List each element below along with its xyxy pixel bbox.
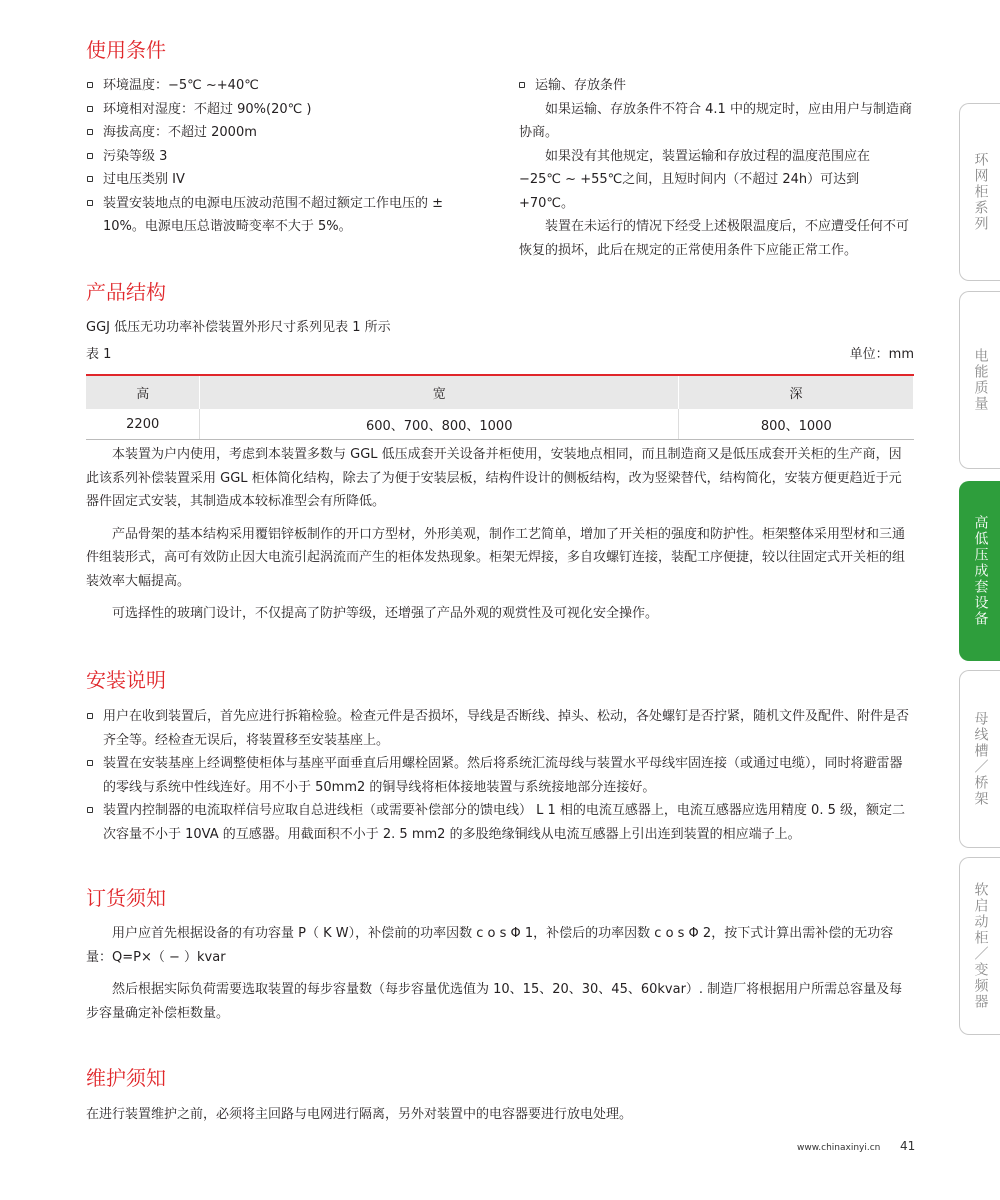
- header-width: 宽: [200, 375, 679, 409]
- usage-left-list: [86, 74, 486, 239]
- bullet-icon: [87, 713, 93, 719]
- side-tab-ring-main-unit[interactable]: [959, 103, 1000, 281]
- install-title: 安装说明: [86, 668, 166, 692]
- install-list: [86, 705, 914, 846]
- unit-label: 单位：mm: [849, 347, 914, 362]
- list-item: 用户在收到装置后，首先应进行拆箱检验。检查元件是否损坏，导线是否断线、掉头、松动，各处螺钉是否拧紧，随机文件及配件、附件是否齐全等。经检查无误后，将装置移至安装基座上。: [86, 705, 914, 752]
- bullet-icon: [87, 129, 93, 135]
- tab-label: 母线槽／桥架: [972, 711, 989, 807]
- list-item: 环境相对湿度：不超过 90%(20℃ ): [86, 98, 486, 122]
- bullet-icon: [87, 200, 93, 206]
- bullet-icon: [87, 807, 93, 813]
- structure-intro: GGJ 低压无功功率补偿装置外形尺寸系列见表 1 所示: [86, 320, 391, 335]
- table-label: 表 1: [86, 347, 112, 362]
- side-tab-busway-tray[interactable]: [959, 670, 1000, 848]
- side-tab-hv-lv-switchgear[interactable]: [959, 481, 1000, 661]
- header-depth: 深: [679, 375, 914, 409]
- maintain-title: 维护须知: [86, 1066, 166, 1090]
- order-body: [86, 922, 914, 1025]
- side-tab-power-quality[interactable]: [959, 291, 1000, 469]
- dimensions-table: [86, 374, 914, 440]
- table-cell: 800、1000: [679, 409, 914, 440]
- paragraph: 如果运输、存放条件不符合 4.1 中的规定时，应由用户与制造商协商。: [519, 101, 912, 140]
- tab-label: 电能质量: [972, 348, 989, 412]
- list-item: 装置内控制器的电流取样信号应取自总进线柜（或需要补偿部分的馈电线） L 1 相的电流互感器上，电流互感器应选用精度 0. 5 级，额定二次容量不小于 10VA 的互感器。用截面积不小于 2. 5 mm2 的多股绝缘铜线从电流互感器上引出连到装置的相应端子上。: [86, 799, 914, 846]
- page-number: 41: [900, 1139, 916, 1153]
- bullet-icon: [519, 82, 525, 88]
- structure-title: 产品结构: [86, 280, 166, 304]
- list-item: 过电压类别 IV: [86, 168, 486, 192]
- footer-url[interactable]: www.chinaxinyi.cn: [797, 1143, 881, 1153]
- table-header-row: [86, 375, 914, 409]
- structure-body: [86, 443, 914, 626]
- bullet-icon: [87, 153, 93, 159]
- paragraph: 如果没有其他规定，装置运输和存放过程的温度范围应在 −25℃ ~ +55℃之间，且短时间内（不超过 24h）可达到 +70℃。: [519, 148, 871, 211]
- paragraph: 可选择性的玻璃门设计，不仅提高了防护等级，还增强了产品外观的观赏性及可视化安全操作。: [112, 606, 659, 621]
- header-height: 高: [86, 375, 200, 409]
- usage-title: 使用条件: [86, 38, 166, 62]
- paragraph: 产品骨架的基本结构采用覆铝锌板制作的开口方型材，外形美观，制作工艺简单，增加了开关柜的强度和防护性。柜架整体采用型材和三通件组装形式，高可有效防止因大电流引起涡流而产生的柜体发热现象。柜架无焊接，多自攻螺钉连接，装配工序便捷，较以往固定式开关柜的组装效率大幅提高。: [86, 526, 906, 589]
- tab-label: 软启动柜／变频器: [972, 882, 989, 1010]
- list-item: 装置在安装基座上经调整使柜体与基座平面垂直后用螺栓固紧。然后将系统汇流母线与装置水平母线牢固连接（或通过电缆），同时将避雷器的零线与系统中性线连好。用不小于 50mm2 的铜导线将柜体接地装置与系统接地部分连接好。: [86, 752, 914, 799]
- bullet-icon: [87, 106, 93, 112]
- paragraph: 本装置为户内使用，考虑到本装置多数与 GGL 低压成套开关设备并柜使用，安装地点相同，而且制造商又是低压成套开关柜的生产商，因此该系列补偿装置采用 GGL 柜体简化结构，除去了为便于安装层板，结构件设计的侧板结构，改为竖梁替代，结构简化，安装方便更趋近于元器件固定式安装，其制造成本较标准型会有所降低。: [86, 447, 902, 509]
- tab-label: 高低压成套设备: [972, 515, 989, 627]
- table-cell: 600、700、800、1000: [200, 409, 679, 440]
- list-item: 污染等级 3: [86, 145, 486, 169]
- order-title: 订货须知: [86, 886, 166, 910]
- list-item: 环境温度：−5℃ ~+40℃: [86, 74, 486, 98]
- transport-heading: 运输、存放条件: [518, 74, 915, 98]
- list-item: 海拔高度：不超过 2000m: [86, 121, 486, 145]
- maintain-text: 在进行装置维护之前，必须将主回路与电网进行隔离，另外对装置中的电容器要进行放电处理。: [86, 1107, 633, 1122]
- side-tab-soft-starter-inverter[interactable]: [959, 857, 1000, 1035]
- paragraph: 用户应首先根据设备的有功容量 P（ K W），补偿前的功率因数 c o s Φ 1，补偿后的功率因数 c o s Φ 2，按下式计算出需补偿的无功容量：Q=P×（ − ）kvar: [86, 926, 894, 965]
- usage-right-column: [519, 74, 915, 262]
- paragraph: 然后根据实际负荷需要选取装置的每步容量数（每步容量优选值为 10、15、20、30、45、60kvar）. 制造厂将根据用户所需总容量及每步容量确定补偿柜数量。: [86, 982, 903, 1021]
- table-cell: 2200: [86, 409, 200, 440]
- paragraph: 装置在未运行的情况下经受上述极限温度后，不应遭受任何不可恢复的损坏，此后在规定的正常使用条件下应能正常工作。: [519, 219, 910, 258]
- tab-label: 环网柜系列: [972, 152, 989, 232]
- bullet-icon: [87, 176, 93, 182]
- bullet-icon: [87, 82, 93, 88]
- list-item: 装置安装地点的电源电压波动范围不超过额定工作电压的 ± 10%。电源电压总谐波畸变率不大于 5%。: [86, 192, 486, 239]
- table-row: [86, 409, 914, 440]
- bullet-icon: [87, 760, 93, 766]
